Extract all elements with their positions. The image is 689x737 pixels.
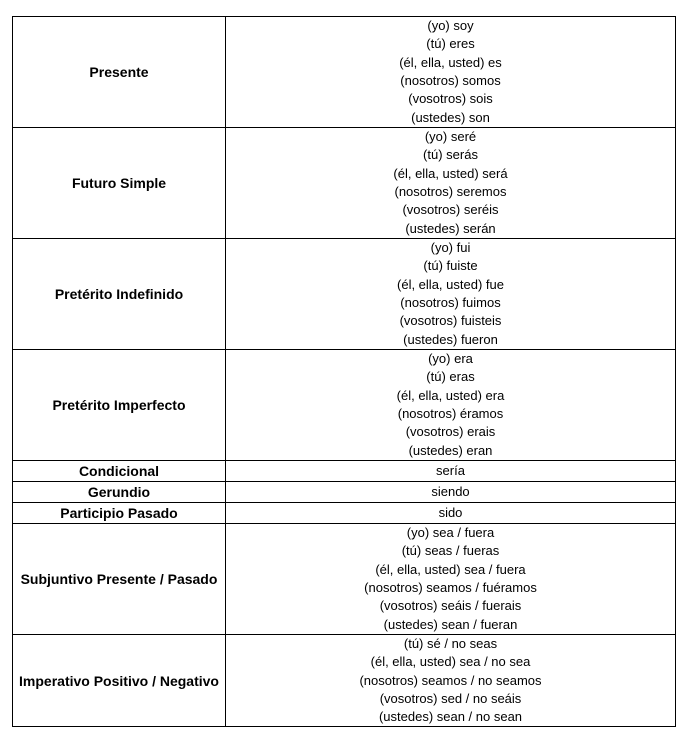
forms-cell [226, 503, 676, 524]
table-row [13, 239, 676, 350]
form-line: (nosotros) seamos / fuéramos [364, 580, 537, 595]
forms-cell [226, 350, 676, 461]
form-line: (vosotros) seáis / fuerais [379, 598, 522, 614]
form-line: (yo) era [428, 351, 473, 367]
table-row [13, 461, 676, 482]
form-line: (ustedes) sean / fueran [383, 616, 518, 632]
form-line: (tú) eres [426, 36, 475, 52]
forms-cell [226, 239, 676, 350]
form-line: (tú) fuiste [423, 258, 478, 274]
form-line: (yo) sea / fuera [406, 525, 495, 541]
table-row [13, 350, 676, 461]
form-line: (ustedes) sean / no sean [378, 709, 523, 725]
form-line: (nosotros) éramos [397, 406, 504, 421]
form-line: sido [438, 504, 463, 520]
form-line: sería [436, 462, 465, 478]
form-line: (vosotros) seréis [402, 202, 499, 218]
form-line: (vosotros) fuisteis [399, 313, 502, 329]
form-line: (nosotros) fuimos [400, 295, 501, 310]
table-row [13, 128, 676, 239]
form-line: (yo) seré [424, 129, 477, 145]
table-row [13, 524, 676, 635]
table-row [13, 503, 676, 524]
form-line: (tú) seas / fueras [401, 543, 500, 559]
form-line: (nosotros) seremos [394, 184, 507, 199]
form-line: (nosotros) seamos / no seamos [359, 672, 542, 688]
form-line: (nosotros) somos [400, 73, 501, 88]
form-line: (él, ella, usted) sea / no sea [370, 654, 531, 670]
form-line: (ustedes) serán [405, 220, 496, 236]
tense-label: Futuro Simple [13, 128, 226, 239]
forms-cell [226, 482, 676, 503]
form-line: (ustedes) son [411, 109, 490, 125]
conjugation-table [12, 16, 676, 727]
tense-label: Pretérito Indefinido [13, 239, 226, 350]
form-line: (vosotros) sed / no seáis [379, 690, 522, 706]
form-line: (él, ella, usted) es [399, 54, 502, 70]
form-line: (él, ella, usted) sea / fuera [375, 561, 526, 577]
form-line: (él, ella, usted) será [393, 165, 508, 181]
form-line: siendo [431, 483, 470, 499]
tense-label: Gerundio [13, 482, 226, 503]
form-line: (vosotros) sois [408, 91, 493, 107]
forms-cell [226, 524, 676, 635]
form-line: (ustedes) fueron [403, 331, 498, 347]
tense-label: Subjuntivo Presente / Pasado [13, 524, 226, 635]
tense-label: Imperativo Positivo / Negativo [13, 635, 226, 727]
table-row [13, 635, 676, 727]
forms-cell [226, 128, 676, 239]
forms-cell [226, 17, 676, 128]
form-line: (tú) serás [423, 147, 478, 163]
form-line: (ustedes) eran [408, 442, 493, 458]
tense-label: Presente [13, 17, 226, 128]
tense-label: Condicional [13, 461, 226, 482]
table-row [13, 17, 676, 128]
form-line: (él, ella, usted) era [396, 387, 505, 403]
forms-cell [226, 635, 676, 727]
form-line: (vosotros) erais [405, 424, 496, 440]
tense-label: Participio Pasado [13, 503, 226, 524]
form-line: (yo) soy [427, 18, 474, 34]
tense-label: Pretérito Imperfecto [13, 350, 226, 461]
forms-cell [226, 461, 676, 482]
table-row [13, 482, 676, 503]
form-line: (él, ella, usted) fue [397, 276, 504, 292]
form-line: (yo) fui [430, 240, 471, 256]
form-line: (tú) eras [426, 369, 475, 385]
form-line: (tú) sé / no seas [403, 636, 498, 651]
